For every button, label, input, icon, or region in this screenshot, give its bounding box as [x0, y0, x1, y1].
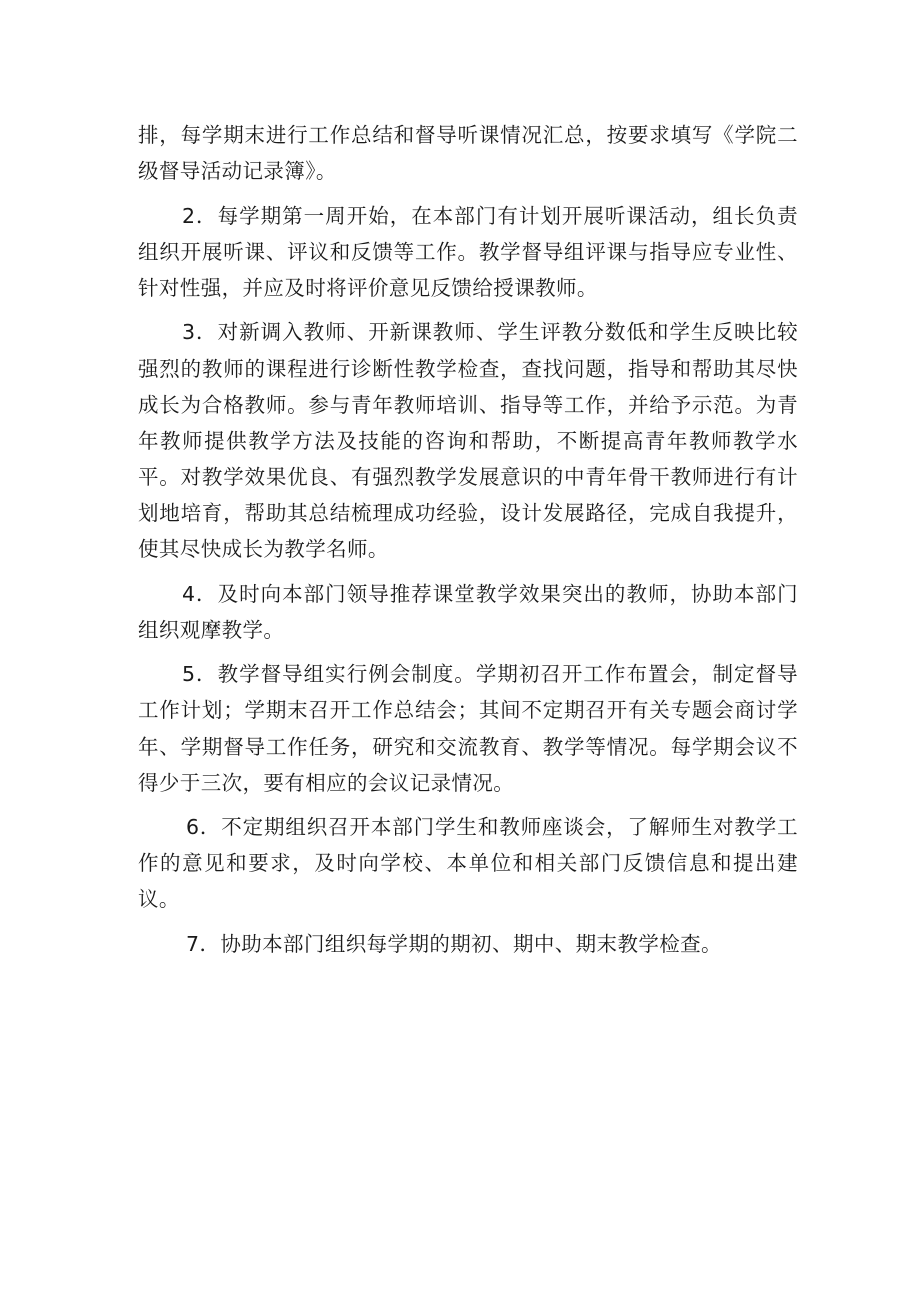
paragraph-6: 6．不定期组织召开本部门学生和教师座谈会，了解师生对教学工作的意见和要求，及时向学校、本单位和相关部门反馈信息和提出建议。	[138, 815, 798, 912]
paragraph-7: 7．协助本部门组织每学期的期初、期中、期末教学检查。	[186, 931, 722, 956]
paragraph-2: 2．每学期第一周开始，在本部门有计划开展听课活动，组长负责组织开展听课、评议和反馈等工作。教学督导组评课与指导应专业性、针对性强，并应及时将评价意见反馈给授课教师。	[138, 203, 798, 300]
paragraph-3: 3．对新调入教师、开新课教师、学生评教分数低和学生反映比较强烈的教师的课程进行诊断性教学检查，查找问题，指导和帮助其尽快成长为合格教师。参与青年教师培训、指导等工作，并给予示范。为青年教师提供教学方法及技能的咨询和帮助，不断提高青年教师教学水平。对教学效果优良、有强烈教学发展意识的中青年骨干教师进行有计划地培育，帮助其总结梳理成功经验，设计发展路径，完成自我提升，使其尽快成长为教学名师。	[138, 320, 798, 562]
paragraph-5: 5．教学督导组实行例会制度。学期初召开工作布置会，制定督导工作计划；学期末召开工作总结会；其间不定期召开有关专题会商讨学年、学期督导工作任务，研究和交流教育、教学等情况。每学期会议不得少于三次，要有相应的会议记录情况。	[138, 662, 798, 795]
paragraph-1: 排，每学期末进行工作总结和督导听课情况汇总，按要求填写《学院二级督导活动记录簿》。	[138, 123, 798, 184]
paragraph-4: 4．及时向本部门领导推荐课堂教学效果突出的教师，协助本部门组织观摩教学。	[138, 581, 798, 642]
document-body	[138, 117, 798, 971]
